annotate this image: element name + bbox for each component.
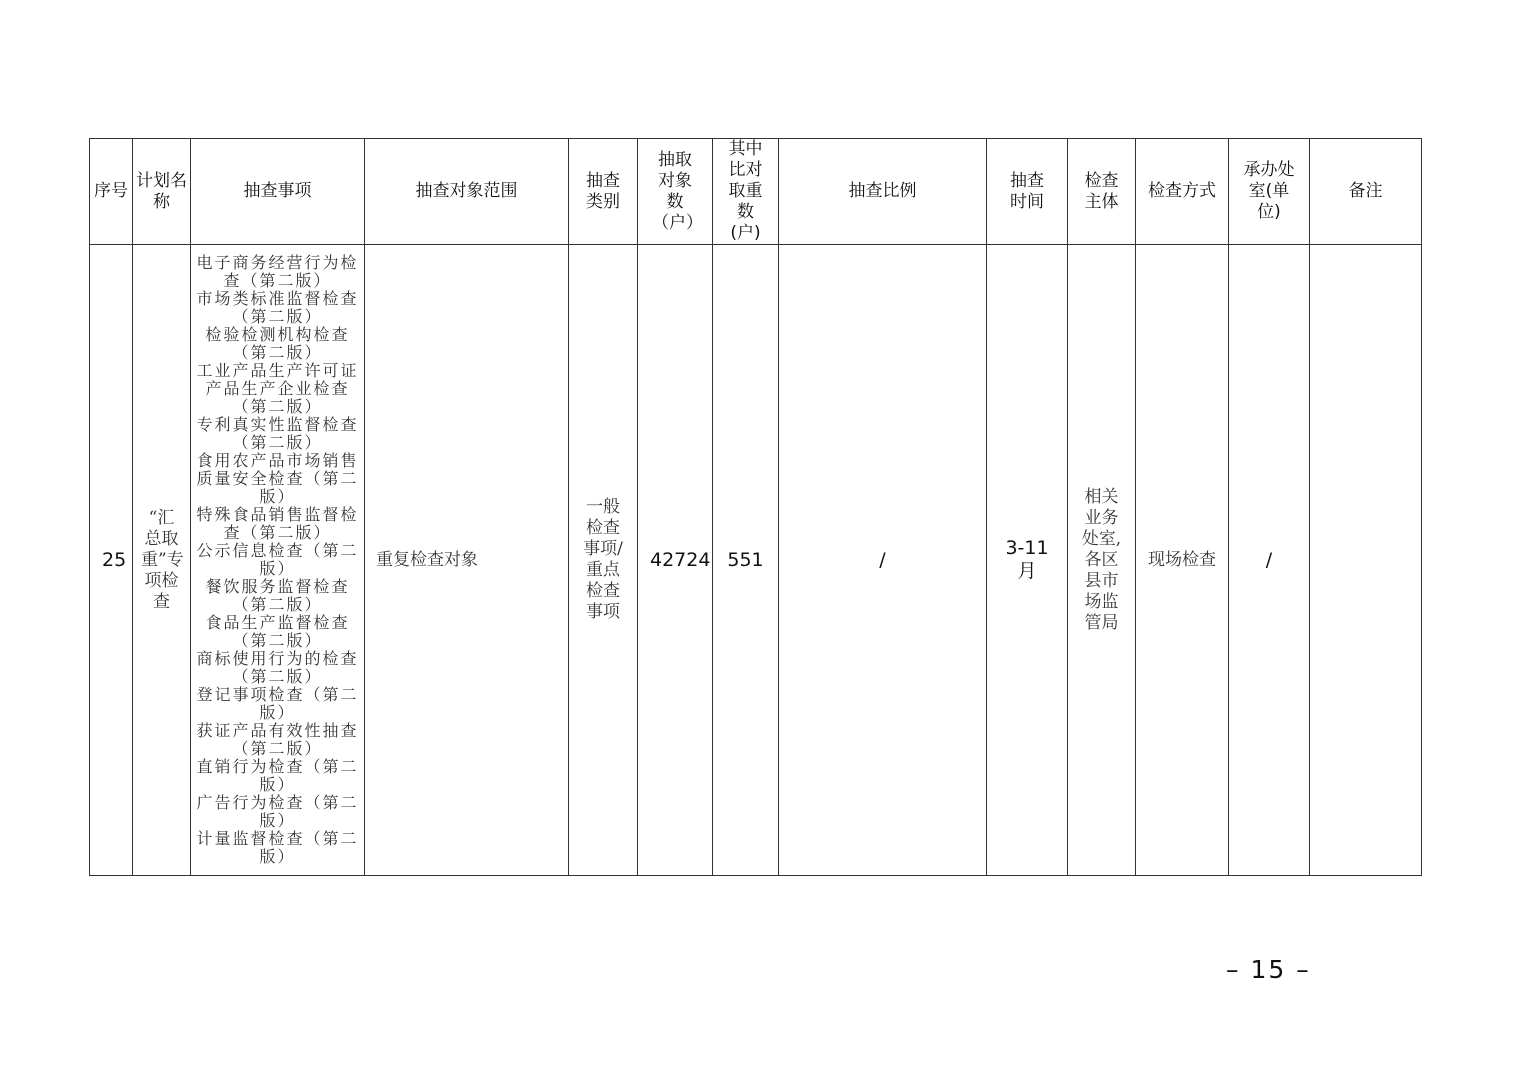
list-item: 特殊食品销售监督检查（第二版） xyxy=(196,505,359,542)
header-office: 承办处室(单位) xyxy=(1229,139,1310,245)
cell-time: 3-11月 xyxy=(987,245,1068,876)
cell-remarks xyxy=(1310,245,1422,876)
header-recheck-count: 其中比对取重数(户) xyxy=(713,139,779,245)
list-item: 计量监督检查（第二版） xyxy=(196,829,359,866)
table-row xyxy=(90,245,1422,876)
inspection-plan-table xyxy=(89,138,1422,876)
list-item: 食品生产监督检查（第二版） xyxy=(205,613,350,650)
list-item: 市场类标准监督检查（第二版） xyxy=(196,289,359,326)
cell-subject: 相关业务处室,各区县市场监管局 xyxy=(1068,245,1136,876)
cell-recheck-count: 551 xyxy=(713,245,779,876)
list-item: 电子商务经营行为检查（第二版） xyxy=(196,253,359,290)
list-item: 检验检测机构检查（第二版） xyxy=(205,325,350,362)
list-item: 获证产品有效性抽查（第二版） xyxy=(196,721,359,758)
cell-sample-count: 42724 xyxy=(638,245,713,876)
cell-method: 现场检查 xyxy=(1136,245,1229,876)
header-scope: 抽查对象范围 xyxy=(365,139,569,245)
header-remarks: 备注 xyxy=(1310,139,1422,245)
list-item: 食用农产品市场销售质量安全检查（第二版） xyxy=(196,451,359,506)
header-items: 抽查事项 xyxy=(191,139,365,245)
cell-office: / xyxy=(1229,245,1310,876)
cell-scope: 重复检查对象 xyxy=(365,245,569,876)
list-item: 工业产品生产许可证产品生产企业检查（第二版） xyxy=(196,361,359,416)
header-ratio: 抽查比例 xyxy=(779,139,987,245)
header-seq: 序号 xyxy=(90,139,133,245)
header-sample-count: 抽取对象数（户） xyxy=(638,139,713,245)
header-category: 抽查类别 xyxy=(569,139,638,245)
header-subject: 检查主体 xyxy=(1068,139,1136,245)
list-item: 专利真实性监督检查（第二版） xyxy=(196,415,359,452)
header-time: 抽查时间 xyxy=(987,139,1068,245)
list-item: 登记事项检查（第二版） xyxy=(196,685,359,722)
list-item: 餐饮服务监督检查（第二版） xyxy=(205,577,350,614)
list-item: 直销行为检查（第二版） xyxy=(196,757,359,794)
cell-items xyxy=(191,245,365,876)
page-number: – 15 – xyxy=(1226,955,1311,984)
cell-seq: 25 xyxy=(90,245,133,876)
list-item: 商标使用行为的检查（第二版） xyxy=(196,649,359,686)
list-item: 公示信息检查（第二版） xyxy=(196,541,359,578)
cell-ratio: / xyxy=(779,245,987,876)
header-method: 检查方式 xyxy=(1136,139,1229,245)
header-plan-name: 计划名称 xyxy=(133,139,191,245)
cell-plan-name: “汇总取重”专项检查 xyxy=(133,245,191,876)
cell-category: 一般检查事项/重点检查事项 xyxy=(569,245,638,876)
list-item: 广告行为检查（第二版） xyxy=(196,793,359,830)
table-header-row xyxy=(90,139,1422,245)
